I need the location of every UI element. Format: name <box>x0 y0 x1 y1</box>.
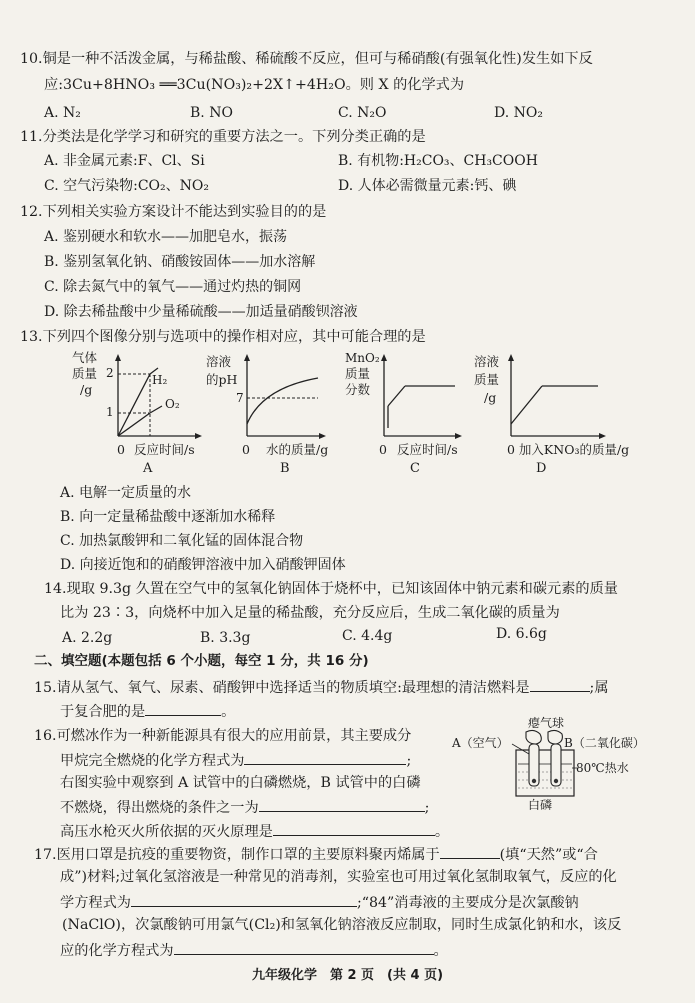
q16-text-2: 甲烷完全燃烧的化学方程式为 <box>60 753 245 769</box>
q14-option-a: A. 2.2g <box>62 630 113 646</box>
q15-blank-clean-fuel[interactable] <box>530 677 590 692</box>
q17-text-6: 。 <box>433 943 448 959</box>
q15-text-2: ;属 <box>589 680 609 696</box>
graph-a-letter: A <box>143 461 153 476</box>
q14-option-b: B. 3.3g <box>200 630 251 646</box>
q17-text-2: (填“天然”或“合 <box>499 847 598 863</box>
graph-b-xlabel: 水的质量/g <box>266 442 329 457</box>
q10-option-b: B. NO <box>190 105 233 121</box>
q16-blank-extinguish-principle[interactable] <box>273 821 435 836</box>
q14-option-c: C. 4.4g <box>342 628 393 644</box>
q16-blank-combustion-condition[interactable] <box>259 797 425 812</box>
q13-option-d: D. 向接近饱和的硝酸钾溶液中加入硝酸钾固体 <box>60 557 346 573</box>
graph-c-origin: 0 <box>379 442 387 457</box>
q12-option-d: D. 除去稀盐酸中少量稀硫酸——加适量硝酸钡溶液 <box>44 304 358 320</box>
q16-semicolon-2: ; <box>424 800 430 816</box>
graph-b-tick-7: 7 <box>236 391 244 405</box>
q17-line1 <box>34 844 598 864</box>
q15-text-4: 。 <box>221 704 236 720</box>
balloon-label: 瘪气球 <box>528 716 565 730</box>
q13-option-c: C. 加热氯酸钾和二氧化锰的固体混合物 <box>60 533 304 549</box>
q14-line2: 比为 23∶3，向烧杯中加入足量的稀盐酸，充分反应后，生成二氧化碳的质量为 <box>60 605 560 621</box>
q16-semicolon-1: ; <box>406 753 412 769</box>
graph-c <box>345 351 462 476</box>
white-phosphorus-label: 白磷 <box>528 798 553 810</box>
graph-d-letter: D <box>536 461 547 476</box>
graph-a-ylabel-3: /g <box>80 382 93 397</box>
graph-a <box>72 350 202 476</box>
q17-line3 <box>60 892 579 912</box>
q14-line1: 14.现取 9.3g 久置在空气中的氢氧化钠固体于烧杯中，已知该固体中钠元素和碳元素的质量 <box>44 581 618 597</box>
graph-b-ylabel-2: 的pH <box>206 372 238 387</box>
section-fill-in-title: 二、填空题(本题包括 6 个小题，每空 1 分，共 16 分) <box>34 653 369 669</box>
q15-line2 <box>60 701 235 721</box>
q15-text-1: 15.请从氢气、氧气、尿素、硝酸钾中选择适当的物质填空:最理想的清洁燃料是 <box>34 680 530 696</box>
q11-option-a: A. 非金属元素:F、Cl、Si <box>44 153 205 169</box>
q11-option-b: B. 有机物:H₂CO₃、CH₃COOH <box>338 153 538 169</box>
q16-text-4: 不燃烧，得出燃烧的条件之一为 <box>60 800 259 816</box>
q16-line2 <box>60 750 411 770</box>
q16-text-5: 高压水枪灭火所依据的灭火原理是 <box>60 824 273 840</box>
graph-c-xlabel: 反应时间/s <box>397 442 458 457</box>
q10-option-d: D. NO₂ <box>494 105 543 121</box>
graph-a-xlabel: 反应时间/s <box>134 442 195 457</box>
q17-blank-material-type[interactable] <box>440 844 500 859</box>
graph-b-letter: B <box>280 461 290 476</box>
q10-option-a: A. N₂ <box>44 105 81 121</box>
q12-option-c: C. 除去氮气中的氧气——通过灼热的铜网 <box>44 279 302 295</box>
graph-d-ylabel-3: /g <box>484 390 497 405</box>
graph-c-ylabel-2: 质量 <box>345 366 371 381</box>
graph-a-tick-1: 1 <box>106 405 114 419</box>
q16-line5 <box>60 821 449 841</box>
q10-line1: 10.铜是一种不活泼金属，与稀盐酸、稀硫酸不反应，但可与稀硝酸(有强氧化性)发生如下反 <box>20 51 593 67</box>
q15-blank-compound-fertilizer[interactable] <box>145 701 221 716</box>
graph-a-origin: 0 <box>117 442 125 457</box>
q16-line1: 16.可燃冰作为一种新能源具有很大的应用前景，其主要成分 <box>34 728 412 744</box>
page-footer: 九年级化学 第 2 页 (共 4 页) <box>251 968 444 983</box>
graph-a-ylabel-2: 质量 <box>72 366 98 381</box>
graph-d-xlabel: 0 加入KNO₃的质量/g <box>507 442 630 457</box>
q13-option-b: B. 向一定量稀盐酸中逐渐加水稀释 <box>60 509 276 525</box>
graph-d-ylabel-1: 溶液 <box>474 354 500 369</box>
q16-line3: 右图实验中观察到 A 试管中的白磷燃烧，B 试管中的白磷 <box>60 775 421 791</box>
q14-option-d: D. 6.6g <box>496 626 547 642</box>
graph-a-series-o2: O₂ <box>165 397 180 411</box>
q11-option-c: C. 空气污染物:CO₂、NO₂ <box>44 178 209 194</box>
q17-line4: (NaClO)，次氯酸钠可用氯气(Cl₂)和氢氧化钠溶液反应制取，同时生成氯化钠和水，该反 <box>62 917 622 933</box>
q10-line2: 应:3Cu+8HNO₃ ══3Cu(NO₃)₂+2X↑+4H₂O。则 X 的化学式为 <box>44 77 465 93</box>
q12-option-b: B. 鉴别氢氧化钠、硝酸铵固体——加水溶解 <box>44 254 316 270</box>
q17-blank-naclo-equation[interactable] <box>174 940 434 955</box>
q13-stem: 13.下列四个图像分别与选项中的操作相对应，其中可能合理的是 <box>20 329 426 345</box>
q17-text-5: 应的化学方程式为 <box>60 943 174 959</box>
q17-line2: 成”)材料;过氧化氢溶液是一种常见的消毒剂，实验室也可用过氧化氢制取氧气，反应的化 <box>60 869 617 885</box>
q13-graphs <box>0 348 695 478</box>
balloon-b-icon <box>548 730 562 744</box>
q16-period: 。 <box>434 824 450 840</box>
tube-a-label: A（空气） <box>452 736 509 750</box>
graph-b <box>206 354 328 476</box>
q17-line5 <box>60 940 448 960</box>
q16-apparatus-diagram <box>450 714 650 810</box>
graph-c-ylabel-1: MnO₂ <box>345 351 380 365</box>
graph-d-ylabel-2: 质量 <box>474 372 500 387</box>
q12-stem: 12.下列相关实验方案设计不能达到实验目的的是 <box>20 204 327 220</box>
beaker-icon <box>516 750 574 796</box>
q15-line1 <box>34 677 609 697</box>
graph-a-tick-2: 2 <box>106 366 114 380</box>
graph-c-ylabel-3: 分数 <box>345 382 371 397</box>
graph-b-ylabel-1: 溶液 <box>206 354 232 369</box>
graph-a-ylabel-1: 气体 <box>72 350 98 365</box>
q17-text-1: 17.医用口罩是抗疫的重要物资，制作口罩的主要原料聚丙烯属于 <box>34 847 440 863</box>
q16-line4 <box>60 797 429 817</box>
graph-a-series-h2: H₂ <box>152 373 168 387</box>
q17-text-3: 学方程式为 <box>60 895 131 911</box>
graph-c-letter: C <box>410 461 420 476</box>
q13-option-a: A. 电解一定质量的水 <box>60 485 192 501</box>
q10-option-c: C. N₂O <box>338 105 387 121</box>
q16-blank-methane-equation[interactable] <box>244 750 406 765</box>
q11-stem: 11.分类法是化学学习和研究的重要方法之一。下列分类正确的是 <box>20 129 426 145</box>
graph-d <box>474 354 629 476</box>
hot-water-label: 80℃热水 <box>576 761 629 775</box>
q15-text-3: 于复合肥的是 <box>60 704 146 720</box>
q11-option-d: D. 人体必需微量元素:钙、碘 <box>338 178 517 194</box>
q17-blank-h2o2-equation[interactable] <box>131 892 357 907</box>
tube-b-label: B（二氧化碳） <box>564 736 645 750</box>
graph-b-origin: 0 <box>242 442 250 457</box>
q12-option-a: A. 鉴别硬水和软水——加肥皂水，振荡 <box>44 229 288 245</box>
q17-text-4: ;“84”消毒液的主要成分是次氯酸钠 <box>356 895 579 911</box>
balloon-a-icon <box>526 730 541 744</box>
